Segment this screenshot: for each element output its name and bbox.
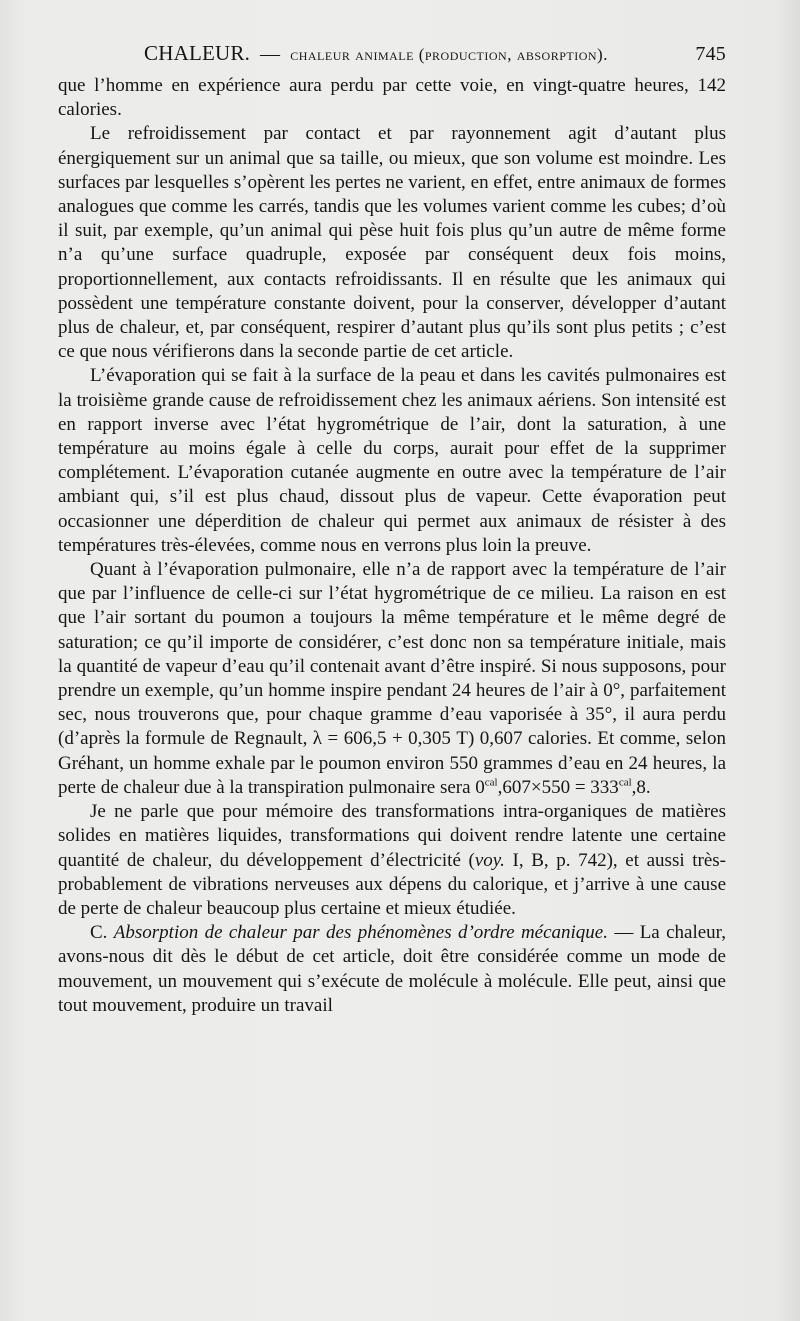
formula-end: ,8. [631,776,651,798]
reference-voy: voy. [474,849,505,871]
section-heading: Absorption de chaleur par des phénomènes d’ordre mécanique. [113,922,608,944]
running-head-title: CHALEUR. [144,41,251,65]
page-number: 745 [695,43,726,65]
paragraph-text: — La chaleur, avons-nous dit dès le début de cet article, doit être considérée comme un mode de mouvement, un mouvement qui s’exécute de molécule à molécule. Elle peut, ainsi que tout mouvement, produire un travail [58,922,726,1016]
paragraph: que l’homme en expérience aura perdu par cette voie, en vingt-quatre heures, 142 calories. [58,75,726,121]
formula-text: ,607×550 = 333 [497,776,619,798]
body-text [58,74,726,1018]
section-letter: C. [90,922,114,944]
paragraph [58,921,726,1018]
paragraph [58,800,726,921]
superscript-cal: cal [618,776,632,789]
running-head-dash: — [260,43,281,65]
paragraph-text: Je ne parle que pour mémoire des transformations intra-organiques de matières solides en matières liquides, transformations qui doivent rendre latente une certaine quantité de chaleur, du développement d’électricité ( [58,801,726,871]
paragraph-text: Quant à l’évaporation pulmonaire, elle n’a de rapport avec la température de l’air que par l’influence de celle-ci sur l’état hygrométrique de ce milieu. La raison en est que l’air sortant du poumon a toujours la même température et le même degré de saturation; ce qu’il importe de considérer, c’est donc non sa température initiale, mais la quantité de vapeur d’eau qu’il contenait avant d’être inspiré. Si nous supposons, pour prendre un exemple, qu’un homme inspire pendant 24 heures de l’air à 0°, parfaitement sec, nous trouverons que, pour chaque gramme d’eau vaporisée à 35°, il aura perdu (d’après la formule de Regnault, λ = 606,5 + 0,305 T) 0,607 calories. Et comme, selon Gréhant, un homme exhale par le poumon environ 550 grammes d’eau en 24 heures, la perte de chaleur due à la transpiration pulmonaire sera 0 [58,559,726,798]
paragraph-text: I, B, p. 742), et aussi très-probablement de vibrations nerveuses aux dépens du calorique, et j’arrive à une cause de perte de chaleur beaucoup plus certaine et mieux étudiée. [58,849,726,919]
superscript-cal: cal [484,776,498,789]
running-head [58,34,726,74]
paragraph: Le refroidissement par contact et par rayonnement agit d’autant plus énergiquement sur un animal que sa taille, ou mieux, que son volume est moindre. Les surfaces par lesquelles s’opèrent les pertes ne varient, en effet, entre animaux de formes analogues que comme les carrés, tandis que les volumes varient comme les cubes; d’où il suit, par exemple, qu’un animal qui pèse huit fois plus qu’un autre de même forme n’a qu’une surface quadruple, exposée par conséquent deux fois moins, proportionnellement, aux contacts refroidissants. Il en résulte que les animaux qui possèdent une température constante doivent, pour la conserver, développer d’autant plus de chaleur, et, par conséquent, respirer d’autant plus qu’ils sont plus petits ; c’est ce que nous vérifierons dans la seconde partie de cet article. [58,123,726,363]
running-head-subtitle: chaleur animale (production, absorption). [290,45,608,64]
paragraph: L’évaporation qui se fait à la surface de la peau et dans les cavités pulmonaires est la troisième grande cause de refroidissement chez les animaux aériens. Son intensité est en rapport inverse avec l’état hygrométrique de l’air, dont la saturation, à une température au moins égale à celle du corps, aurait pour effet de la supprimer complétement. L’évaporation cutanée augmente en outre avec la température de l’air ambiant qui, s’il est plus chaud, dissout plus de vapeur. Cette évaporation peut occasionner une déperdition de chaleur qui permet aux animaux de résister à des températures très-élevées, comme nous en verrons plus loin la preuve. [58,365,726,556]
paragraph [58,558,726,800]
